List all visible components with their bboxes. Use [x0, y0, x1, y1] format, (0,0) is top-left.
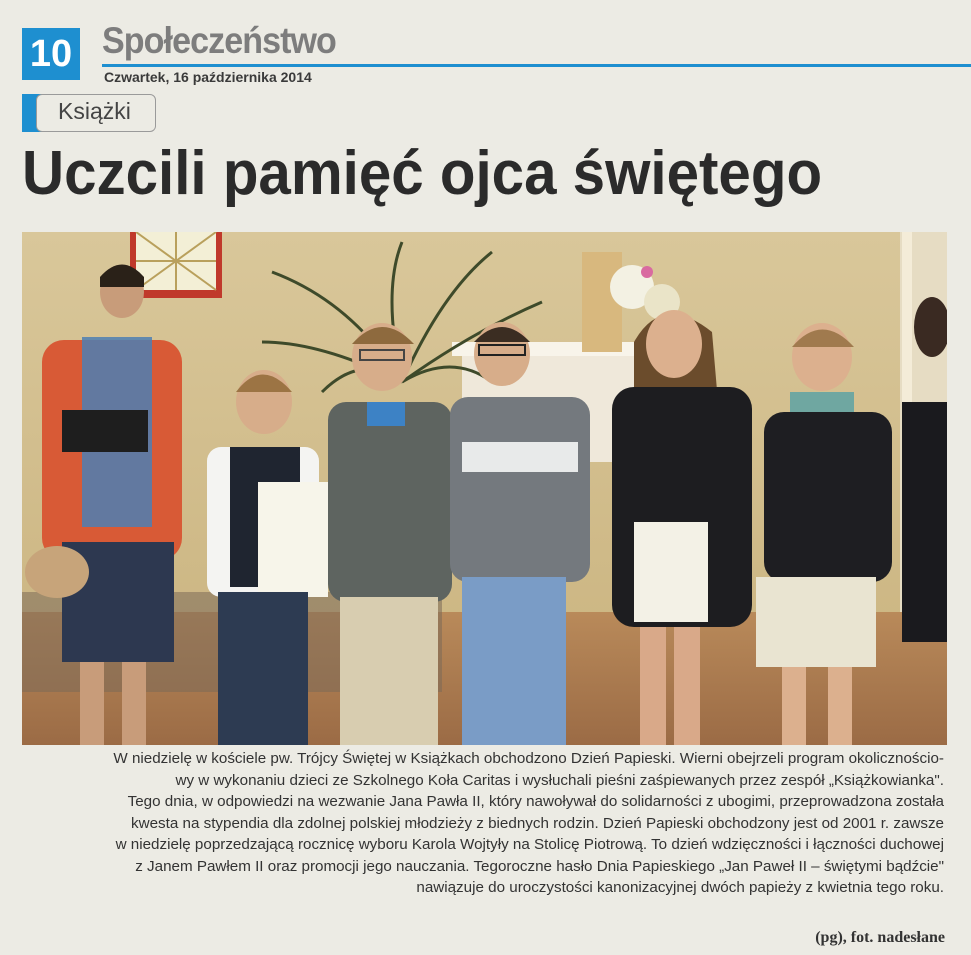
article-headline: Uczcili pamięć ojca świętego: [22, 139, 823, 208]
photo-caption: [20, 748, 944, 899]
rubric-tag: [22, 94, 162, 134]
photo-credit: (pg), fot. nadesłane: [815, 929, 945, 946]
caption-line: z Janem Pawłem II oraz promocji jego nauczania. Tegoroczne hasło Dnia Papieskiego „Jan Paweł II – świętymi bądźcie": [135, 857, 944, 875]
article-photo: [22, 232, 947, 745]
photo-illustration: [22, 232, 947, 745]
section-rule: [102, 64, 971, 67]
caption-line: kwesta na stypendia dla zdolnej polskiej młodzieży z biednych rodzin. Dzień Papieski obchodzony jest od 2001 r. zawsze: [131, 814, 944, 832]
caption-line: wy w wykonaniu dzieci ze Szkolnego Koła Caritas i wysłuchali pieśni zaśpiewanych przez zespół „Książkowianka".: [175, 771, 944, 789]
page-number: 10: [22, 28, 80, 80]
caption-line: Tego dnia, w odpowiedzi na wezwanie Jana Pawła II, który nawoływał do solidarności z ubogimi, przeprowadzona została: [127, 793, 944, 810]
section-title: Społeczeństwo: [102, 20, 336, 61]
caption-line: w niedzielę poprzedzającą rocznicę wyboru Karola Wojtyły na Stolicę Piotrową. To dzień wdzięczności i łączności duchowej: [115, 836, 944, 853]
caption-line: W niedzielę w kościele pw. Trójcy Świętej w Książkach obchodzono Dzień Papieski. Wierni obejrzeli program okolicznościo-: [113, 750, 944, 767]
rubric-label: Książki: [58, 98, 131, 124]
caption-line: nawiązuje do uroczystości kanonizacyjnej dwóch papieży z kwietnia tego roku.: [416, 879, 944, 896]
issue-date: Czwartek, 16 października 2014: [104, 69, 312, 85]
